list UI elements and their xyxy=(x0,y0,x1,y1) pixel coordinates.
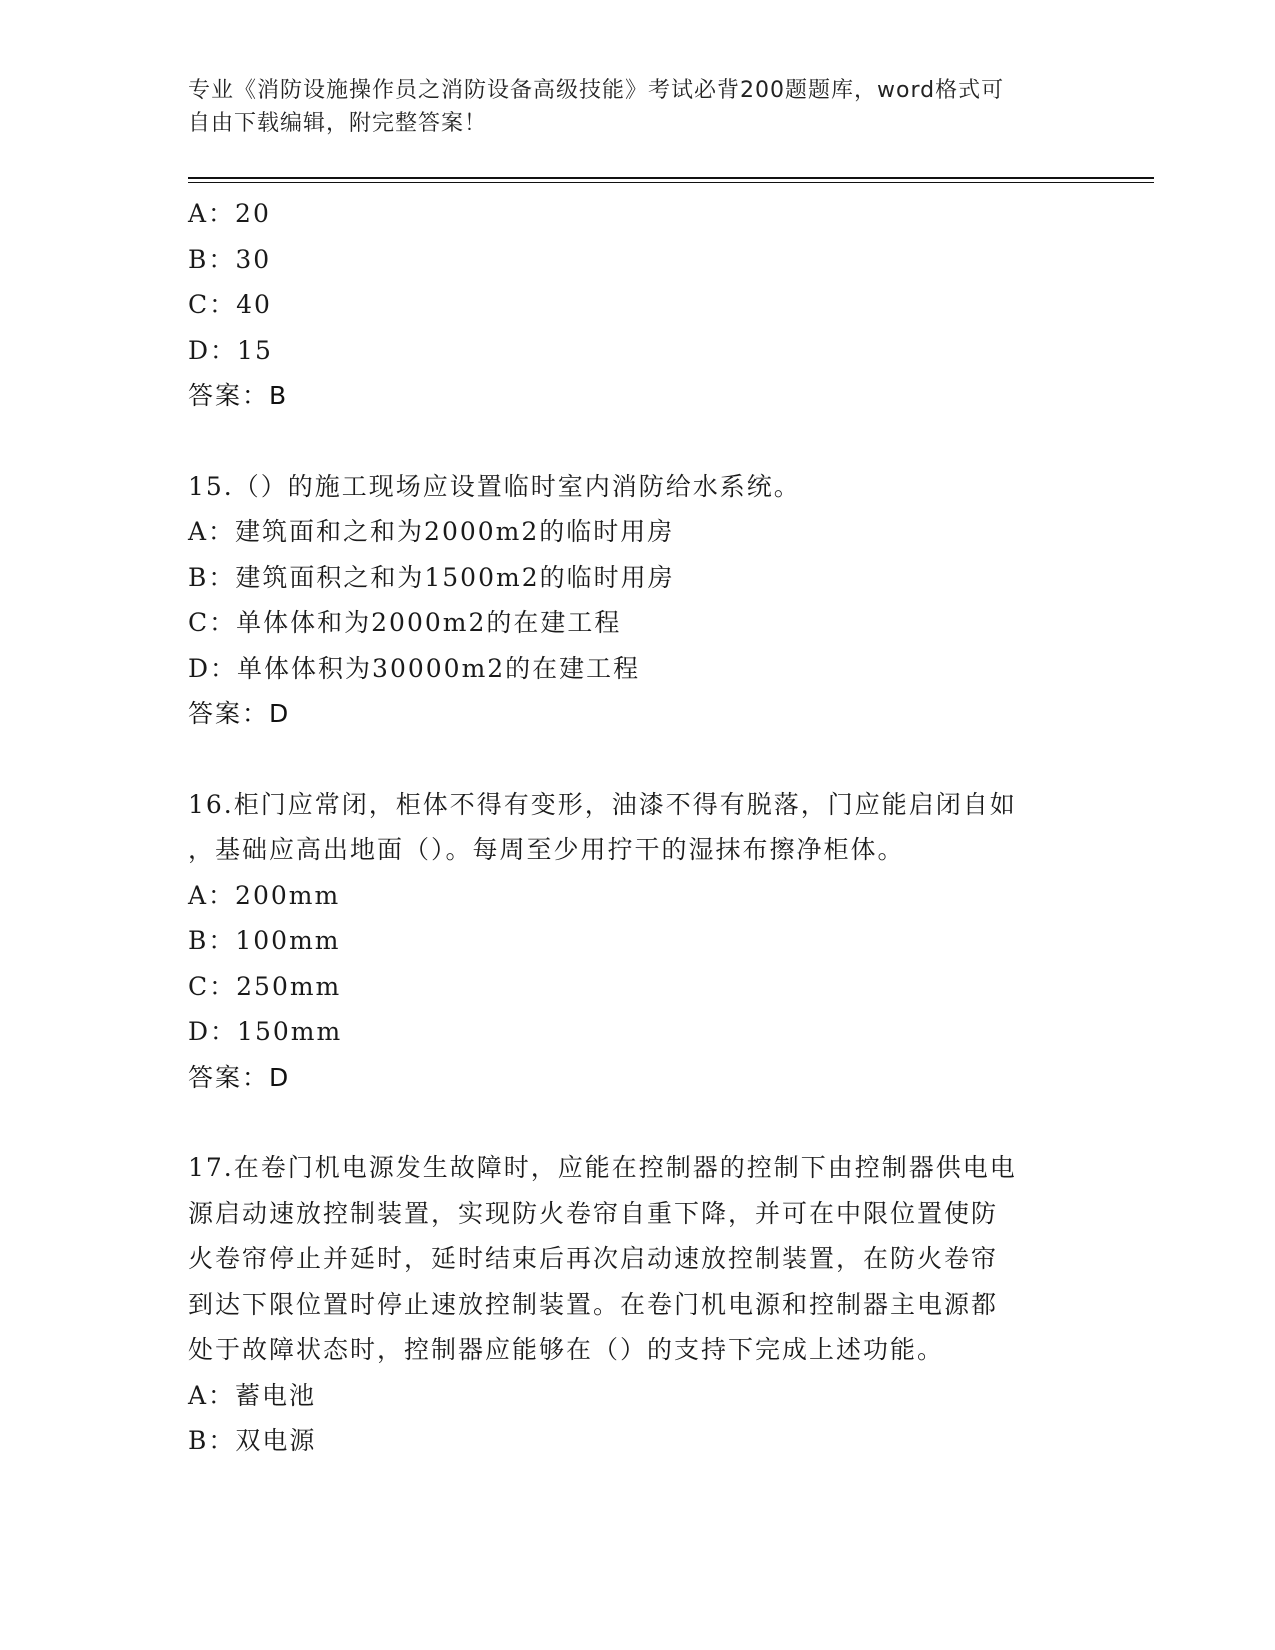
question-spacer xyxy=(188,1100,1088,1145)
answer-line: 答案：D xyxy=(188,1062,291,1092)
header-divider-thin xyxy=(188,182,1154,183)
question-stem-line: 16.柜门应常闭，柜体不得有变形，油漆不得有脱落，门应能启闭自如 xyxy=(188,789,1017,819)
option-a: A：200mm xyxy=(188,880,341,910)
question-stem-line: 处于故障状态时，控制器应能够在（）的支持下完成上述功能。 xyxy=(188,1335,945,1364)
option-b: B：100mm xyxy=(188,926,341,955)
option-d: D：15 xyxy=(188,335,273,365)
option-a: A：蓄电池 xyxy=(188,1380,317,1410)
question-stem-line: 15.（）的施工现场应设置临时室内消防给水系统。 xyxy=(188,471,801,501)
question-stem-line: ，基础应高出地面（）。每周至少用拧干的湿抹布擦净柜体。 xyxy=(188,835,905,864)
option-a: A：建筑面和之和为2000m2的临时用房 xyxy=(188,517,675,546)
option-d: D：单体体积为30000m2的在建工程 xyxy=(188,653,641,683)
question-block-14 xyxy=(188,191,1088,419)
question-stem-line: 17.在卷门机电源发生故障时，应能在控制器的控制下由控制器供电电 xyxy=(188,1153,1017,1182)
option-a: A：20 xyxy=(188,199,271,228)
answer-line: 答案：B xyxy=(188,381,289,410)
question-stem-line: 火卷帘停止并延时，延时结束后再次启动速放控制装置，在防火卷帘 xyxy=(188,1244,999,1273)
question-list xyxy=(188,191,1088,1464)
header-line-2: 自由下载编辑，附完整答案！ xyxy=(188,111,488,136)
option-c: C：250mm xyxy=(188,971,342,1001)
question-block-15 xyxy=(188,464,1088,737)
answer-line: 答案：D xyxy=(188,699,291,728)
question-spacer xyxy=(188,737,1088,782)
option-c: C：40 xyxy=(188,290,272,319)
option-b: B：建筑面积之和为1500m2的临时用房 xyxy=(188,562,675,592)
header-line-1: 专业《消防设施操作员之消防设备高级技能》考试必背200题题库，word格式可 xyxy=(188,78,1005,103)
document-header xyxy=(188,74,1088,140)
question-stem-line: 源启动速放控制装置，实现防火卷帘自重下降，并可在中限位置使防 xyxy=(188,1198,999,1228)
question-spacer xyxy=(188,419,1088,464)
question-stem-line: 到达下限位置时停止速放控制装置。在卷门机电源和控制器主电源都 xyxy=(188,1289,999,1319)
option-d: D：150mm xyxy=(188,1017,343,1046)
question-block-16 xyxy=(188,782,1088,1101)
option-b: B：双电源 xyxy=(188,1426,317,1455)
option-c: C：单体体和为2000m2的在建工程 xyxy=(188,608,622,637)
question-block-17 xyxy=(188,1145,1088,1464)
header-divider-thick xyxy=(188,177,1154,179)
option-b: B：30 xyxy=(188,244,272,274)
